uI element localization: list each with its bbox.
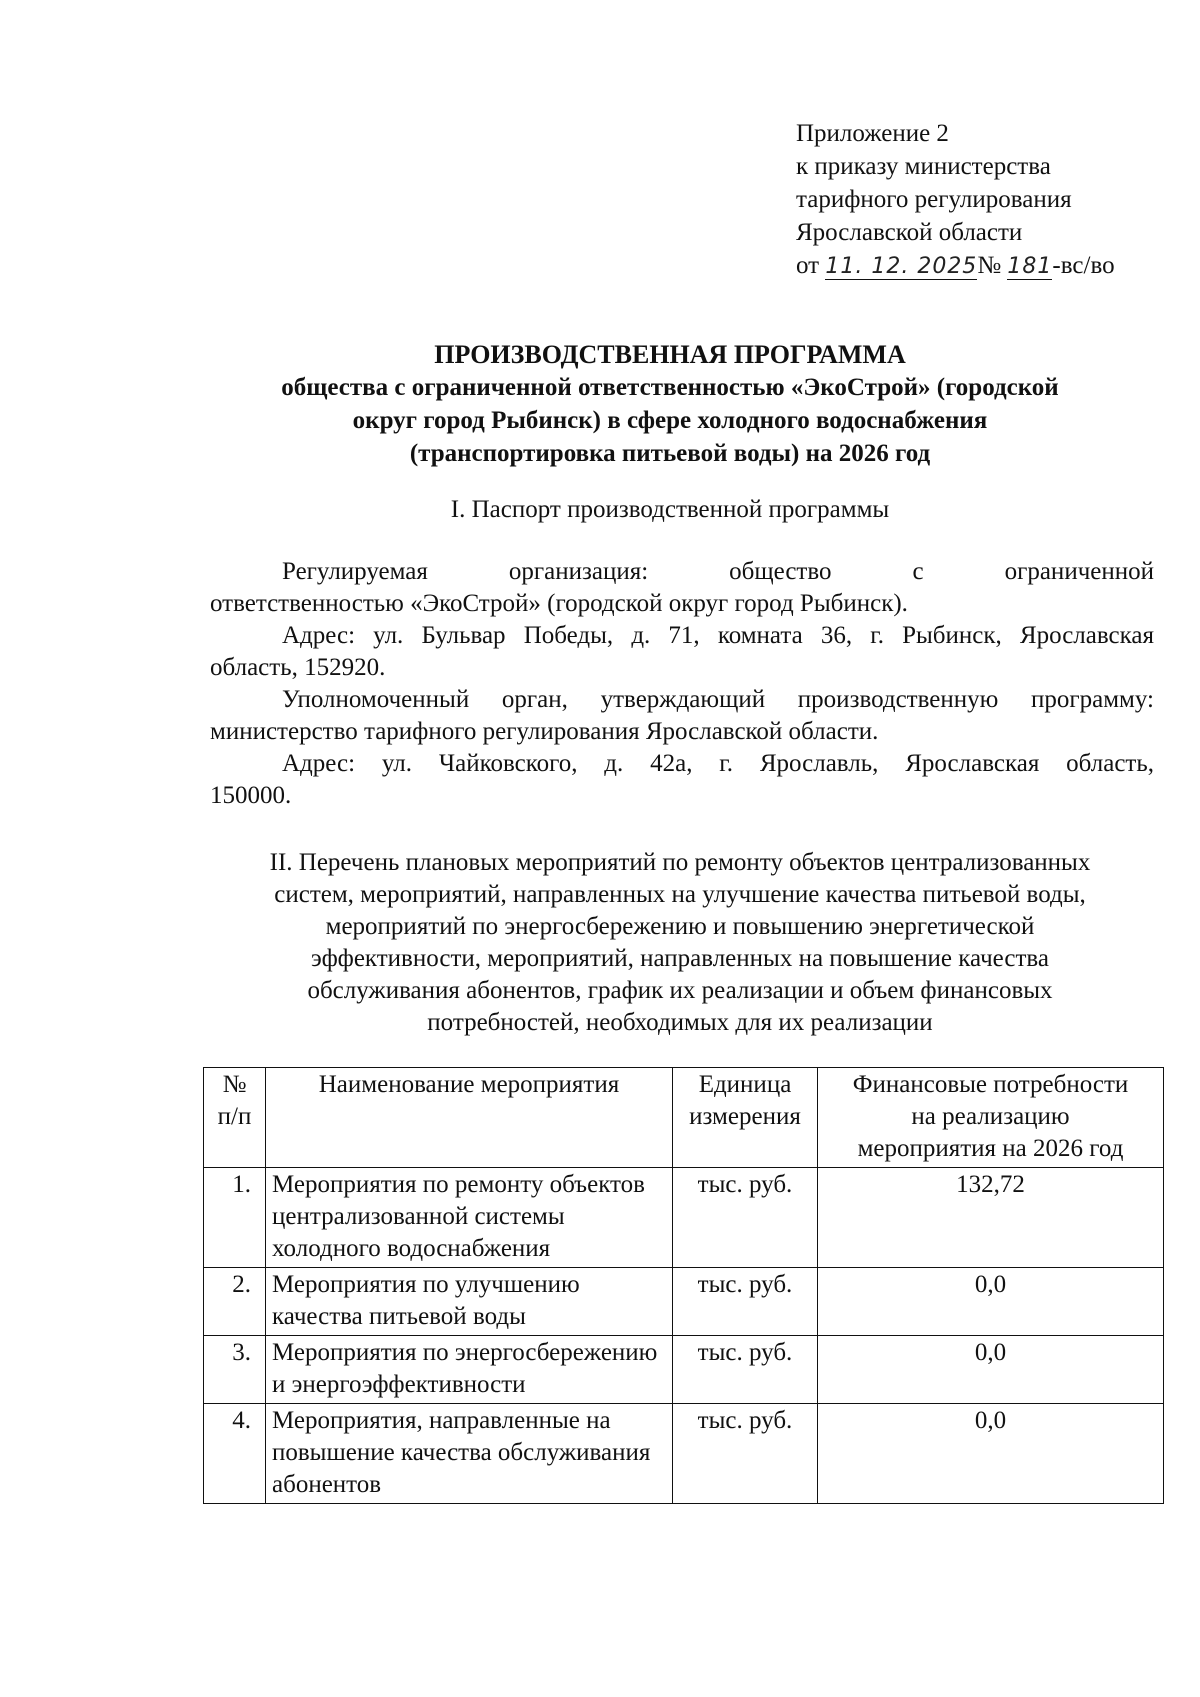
appendix-line: Ярославской области (796, 219, 1023, 246)
row-amount: 132,72 (818, 1168, 1164, 1268)
org-paragraph-line1: Регулируемая организация: общество с ограниченной (282, 558, 1154, 585)
appendix-line: к приказу министерства (796, 153, 1051, 180)
title-line: (транспортировка питьевой воды) на 2026 год (409, 440, 931, 467)
section-2-line: систем, мероприятий, направленных на улучшение качества питьевой воды, (274, 881, 1086, 908)
row-num: 1. (204, 1168, 266, 1268)
appendix-line: тарифного регулирования (796, 186, 1072, 213)
table-row (204, 1168, 1164, 1268)
row-name: Мероприятия, направленные на повышение качества обслуживания абонентов (266, 1404, 673, 1504)
section-2-heading (205, 847, 1155, 1039)
row-unit: тыс. руб. (673, 1404, 818, 1504)
authority-line1: Уполномоченный орган, утверждающий производственную программу: (282, 686, 1154, 713)
handwritten-date: 11. 12. 2025 (825, 254, 978, 279)
appendix-date-line (796, 249, 1176, 283)
address1-line1: Адрес: ул. Бульвар Победы, д. 71, комната 36, г. Рыбинск, Ярославская (282, 622, 1154, 649)
table-row (204, 1268, 1164, 1336)
header-unit (673, 1068, 818, 1168)
header-name: Наименование мероприятия (266, 1068, 673, 1168)
section-2-line: эффективности, мероприятий, направленных на повышение качества (311, 945, 1049, 972)
date-prefix: от (796, 252, 820, 279)
header-unit-line: Единица (698, 1071, 792, 1098)
row-name: Мероприятия по ремонту объектов централизованной системы холодного водоснабжения (266, 1168, 673, 1268)
header-num (204, 1068, 266, 1168)
passport-body (210, 556, 1154, 812)
row-unit: тыс. руб. (673, 1336, 818, 1404)
org-paragraph-line2: ответственностью «ЭкоСтрой» (городской округ город Рыбинск). (210, 590, 908, 617)
address1-line2: область, 152920. (210, 654, 386, 681)
header-amount (818, 1068, 1164, 1168)
authority-line2: министерство тарифного регулирования Ярославской области. (210, 718, 879, 745)
header-unit-line: измерения (689, 1103, 801, 1130)
section-2-line: потребностей, необходимых для их реализации (427, 1009, 933, 1036)
row-unit: тыс. руб. (673, 1168, 818, 1268)
title-line: общества с ограниченной ответственностью «ЭкоСтрой» (городской (281, 374, 1059, 401)
document-title (200, 338, 1140, 470)
row-amount: 0,0 (818, 1336, 1164, 1404)
appendix-block (796, 117, 1176, 283)
row-num: 3. (204, 1336, 266, 1404)
row-num: 4. (204, 1404, 266, 1504)
section-2-line: мероприятий по энергосбережению и повышению энергетической (325, 913, 1035, 940)
table-row (204, 1404, 1164, 1504)
header-amount-line: на реализацию (911, 1103, 1070, 1130)
row-num: 2. (204, 1268, 266, 1336)
title-line: округ город Рыбинск) в сфере холодного водоснабжения (352, 407, 988, 434)
row-unit: тыс. руб. (673, 1268, 818, 1336)
number-prefix: № (977, 252, 1002, 279)
header-num-line: № (222, 1071, 247, 1098)
appendix-line: Приложение 2 (796, 120, 949, 147)
number-suffix: -вс/во (1052, 252, 1115, 279)
section-1-heading: I. Паспорт производственной программы (450, 496, 890, 523)
row-amount: 0,0 (818, 1268, 1164, 1336)
events-table (203, 1067, 1164, 1504)
header-num-line: п/п (217, 1103, 252, 1130)
row-amount: 0,0 (818, 1404, 1164, 1504)
header-amount-line: Финансовые потребности (852, 1071, 1129, 1098)
table-row (204, 1336, 1164, 1404)
handwritten-number: 181 (1007, 254, 1053, 279)
title-main: ПРОИЗВОДСТВЕННАЯ ПРОГРАММА (434, 340, 906, 369)
table-header-row (204, 1068, 1164, 1168)
section-2-line: обслуживания абонентов, график их реализации и объем финансовых (307, 977, 1053, 1004)
row-name: Мероприятия по энергосбережению и энергоэффективности (266, 1336, 673, 1404)
address2-line2: 150000. (210, 782, 292, 809)
address2-line1: Адрес: ул. Чайковского, д. 42а, г. Ярославль, Ярославская область, (282, 750, 1154, 777)
section-2-line: II. Перечень плановых мероприятий по ремонту объектов централизованных (269, 849, 1091, 876)
row-name: Мероприятия по улучшению качества питьевой воды (266, 1268, 673, 1336)
header-amount-line: мероприятия на 2026 год (857, 1135, 1124, 1162)
